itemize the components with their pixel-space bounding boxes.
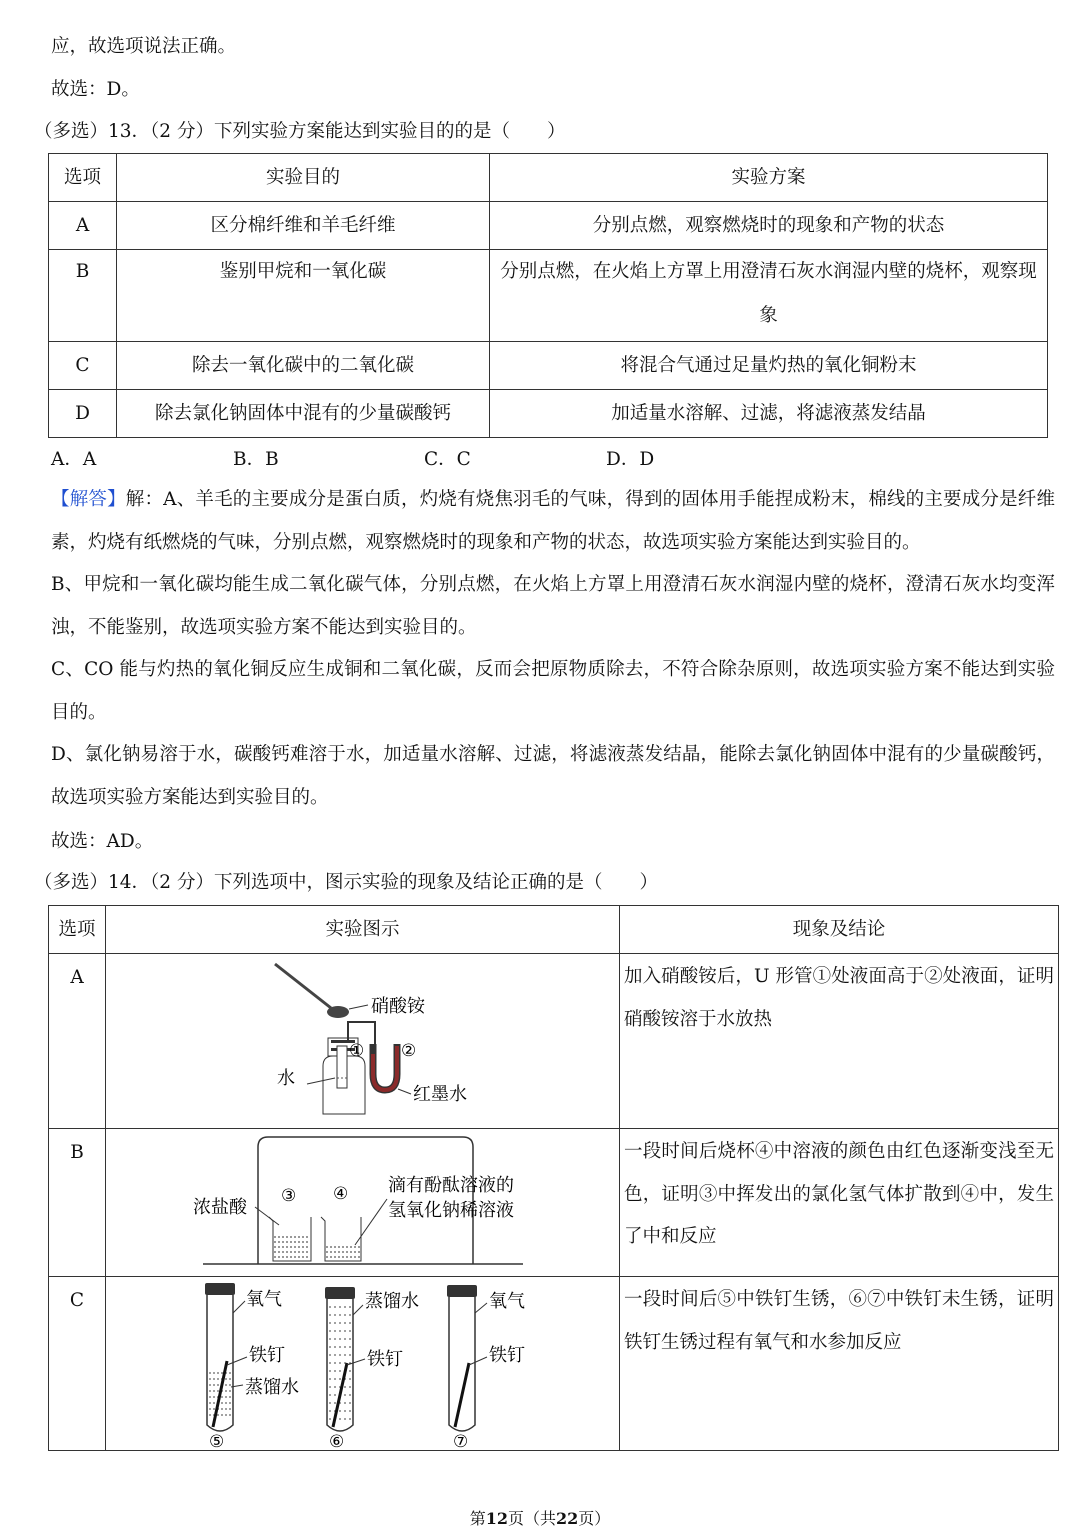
label-distilled-6: 蒸馏水 — [364, 1291, 419, 1312]
conclusion-a: 加入硝酸铵后，U 形管①处液面高于②处液面，证明硝酸铵溶于水放热 — [620, 954, 1059, 1129]
page-footer — [0, 1506, 1080, 1529]
leader-line — [475, 1303, 487, 1313]
leader-line — [349, 1005, 368, 1009]
row-option: D — [49, 390, 117, 438]
footer-pre: 第 — [469, 1509, 486, 1528]
marker-6: ⑥ — [328, 1432, 344, 1449]
table-row — [49, 954, 1059, 1129]
q13-question: （多选）13．（2 分）下列实验方案能达到实验目的的是（ ） — [34, 121, 566, 142]
stopper-7 — [447, 1285, 477, 1297]
row-plan: 加适量水溶解、过滤，将滤液蒸发结晶 — [490, 390, 1048, 438]
figure-c — [106, 1277, 620, 1451]
marker-1: ① — [348, 1041, 364, 1061]
row-goal: 区分棉纤维和羊毛纤维 — [117, 202, 490, 250]
nh4no3-u-tube-figure — [243, 954, 483, 1124]
header-plan: 实验方案 — [490, 154, 1048, 202]
spoon-handle — [275, 964, 331, 1008]
label-nail-7: 铁钉 — [488, 1345, 525, 1366]
marker-7: ⑦ — [452, 1432, 468, 1449]
answer-result: 故选：AD。 — [51, 831, 154, 852]
marker-4: ④ — [332, 1184, 348, 1204]
q14-question: （多选）14．（2 分）下列选项中，图示实验的现象及结论正确的是（ ） — [34, 872, 658, 893]
footer-post: 页） — [578, 1509, 611, 1528]
test-tube — [337, 1046, 347, 1088]
choice-a: A．A — [51, 449, 97, 470]
answer-a-text: 解：A、羊毛的主要成分是蛋白质，灼烧有烧焦羽毛的气味，得到的固体用手能捏成粉末，棉线的主要成分是纤维素，灼烧有纸燃烧的气味，分别点燃，观察燃烧时的现象和产物的状态，故选项实验方案能达到实验目的。 — [51, 489, 1055, 553]
row-goal: 除去一氧化碳中的二氧化碳 — [117, 342, 490, 390]
choice-c: C．C — [424, 449, 471, 470]
hcl-diffusion-figure — [193, 1129, 533, 1269]
row-option: C — [49, 342, 117, 390]
red-ink — [373, 1046, 397, 1090]
label-nail-5: 铁钉 — [248, 1345, 285, 1366]
marker-3: ③ — [280, 1186, 296, 1206]
leader-line — [355, 1199, 387, 1245]
header-goal: 实验目的 — [117, 154, 490, 202]
answer-a — [51, 479, 1055, 564]
marker-5: ⑤ — [208, 1432, 224, 1449]
conclusion-b: 一段时间后烧杯④中溶液的颜色由红色逐渐变浅至无色，证明③中挥发出的氯化氢气体扩散到④中，发生了中和反应 — [620, 1129, 1059, 1277]
row-option: A — [49, 202, 117, 250]
row-goal: 鉴别甲烷和一氧化碳 — [117, 250, 490, 342]
q13-table — [48, 153, 1048, 438]
intro-line-1: 应，故选项说法正确。 — [51, 36, 237, 57]
label-water: 水 — [276, 1068, 295, 1089]
label-oxygen-5: 氧气 — [245, 1289, 282, 1310]
row-option: C — [49, 1277, 106, 1451]
marker-2: ② — [400, 1041, 416, 1061]
answer-b: B、甲烷和一氧化碳均能生成二氧化碳气体，分别点燃，在火焰上方罩上用澄清石灰水润湿内壁的烧杯，澄清石灰水均变浑浊，不能鉴别，故选项实验方案不能达到实验目的。 — [51, 574, 1055, 638]
answer-d: D、氯化钠易溶于水，碳酸钙难溶于水，加适量水溶解、过滤，将滤液蒸发结晶，能除去氯化钠固体中混有的少量碳酸钙，故选项实验方案能达到实验目的。 — [51, 744, 1055, 808]
answer-tag: 【解答】 — [51, 489, 126, 510]
row-option: B — [49, 1129, 106, 1277]
leader-line — [233, 1301, 245, 1313]
figure-a — [106, 954, 620, 1129]
row-goal: 除去氯化钠固体中混有的少量碳酸钙 — [117, 390, 490, 438]
conclusion-c: 一段时间后⑤中铁钉生锈，⑥⑦中铁钉未生锈，证明铁钉生锈过程有氧气和水参加反应 — [620, 1277, 1059, 1451]
row-plan: 分别点燃，观察燃烧时的现象和产物的状态 — [490, 202, 1048, 250]
tube-5 — [207, 1295, 233, 1431]
beaker-4-liquid-lines — [326, 1247, 360, 1257]
iron-nail-rust-figure — [183, 1277, 543, 1449]
choice-d: D．D — [606, 449, 655, 470]
header-figure: 实验图示 — [106, 906, 620, 954]
beaker-4 — [321, 1217, 361, 1261]
intro-line-2: 故选：D。 — [51, 79, 140, 100]
table-row — [49, 250, 1048, 342]
table-row — [49, 342, 1048, 390]
answer-c: C、CO 能与灼热的氧化铜反应生成铜和二氧化碳，反而会把原物质除去，不符合除杂原则，故选项实验方案不能达到实验目的。 — [51, 659, 1055, 723]
q14-table — [48, 905, 1059, 1451]
table-row — [49, 390, 1048, 438]
table-row — [49, 1129, 1059, 1277]
figure-b — [106, 1129, 620, 1277]
row-plan: 分别点燃，在火焰上方罩上用澄清石灰水润湿内壁的烧杯，观察现象 — [490, 250, 1048, 342]
footer-total-pages: 22 — [556, 1509, 579, 1528]
header-option: 选项 — [49, 906, 106, 954]
header-option: 选项 — [49, 154, 117, 202]
label-distilled-5: 蒸馏水 — [244, 1377, 299, 1398]
spoon-bowl — [327, 1006, 349, 1018]
label-nail-6: 铁钉 — [366, 1349, 403, 1370]
label-acid: 浓盐酸 — [192, 1197, 247, 1218]
label-solution-1: 滴有酚酞溶液的 — [387, 1175, 514, 1196]
leader-line — [353, 1305, 363, 1315]
table-header-row — [49, 906, 1059, 954]
label-ink: 红墨水 — [412, 1084, 467, 1105]
row-plan: 将混合气通过足量灼热的氧化铜粉末 — [490, 342, 1048, 390]
choice-b: B．B — [233, 449, 279, 470]
footer-mid: 页（共 — [507, 1509, 556, 1528]
stopper-6 — [325, 1287, 355, 1299]
row-option: B — [49, 250, 117, 342]
header-conclusion: 现象及结论 — [620, 906, 1059, 954]
footer-page-number: 12 — [485, 1509, 508, 1528]
table-row — [49, 1277, 1059, 1451]
label-reagent: 硝酸铵 — [370, 996, 425, 1017]
stopper-5 — [205, 1283, 235, 1295]
label-oxygen-7: 氧气 — [488, 1291, 525, 1312]
label-solution-2: 氢氧化钠稀溶液 — [387, 1200, 514, 1221]
row-option: A — [49, 954, 106, 1129]
leader-line — [398, 1089, 411, 1094]
table-header-row — [49, 154, 1048, 202]
table-row — [49, 202, 1048, 250]
